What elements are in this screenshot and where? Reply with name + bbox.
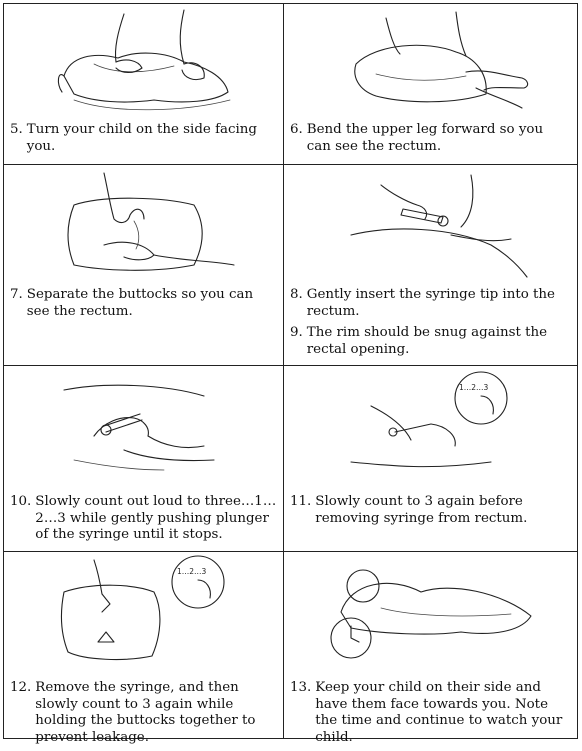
illustration-insert-syringe bbox=[284, 165, 577, 283]
step-list bbox=[10, 287, 277, 325]
step-text: Slowly count to 3 again before removing syringe from rectum. bbox=[315, 494, 528, 526]
illustration-push-plunger bbox=[4, 366, 283, 484]
step-item bbox=[10, 287, 277, 320]
count-label: 1…2…3 bbox=[458, 383, 488, 392]
step-item bbox=[10, 122, 277, 155]
step-list bbox=[290, 287, 571, 363]
step-item bbox=[10, 680, 277, 746]
step-text: Remove the syringe, and then slowly count to 3 again while holding the buttocks together to prevent leakage. bbox=[35, 680, 256, 745]
step-item bbox=[10, 494, 277, 544]
illustration-count-before-removing bbox=[284, 366, 577, 484]
panel-step-10 bbox=[4, 366, 284, 552]
step-text: Gently insert the syringe tip into the rectum. bbox=[306, 287, 555, 319]
step-number: 13. bbox=[290, 680, 312, 695]
step-list bbox=[10, 494, 277, 549]
illustration-bend-leg bbox=[284, 4, 577, 122]
panel-step-8-9 bbox=[284, 165, 578, 366]
step-list bbox=[290, 680, 571, 751]
illustration-separate-buttocks bbox=[4, 165, 283, 283]
step-number: 5. bbox=[10, 122, 23, 137]
instruction-grid bbox=[3, 3, 578, 745]
panel-step-13 bbox=[284, 552, 578, 745]
step-item bbox=[290, 122, 571, 155]
step-text: Slowly count out loud to three…1…2…3 while gently pushing plunger of the syringe until it stops. bbox=[35, 494, 277, 542]
step-text: Keep your child on their side and have them face towards you. Note the time and continue to watch your child. bbox=[315, 680, 563, 745]
step-item bbox=[290, 494, 571, 527]
step-item bbox=[290, 680, 571, 746]
panel-step-7 bbox=[4, 165, 284, 366]
panel-step-11 bbox=[284, 366, 578, 552]
step-number: 9. bbox=[290, 325, 303, 340]
step-number: 8. bbox=[290, 287, 303, 302]
panel-step-5 bbox=[4, 4, 284, 165]
step-number: 7. bbox=[10, 287, 23, 302]
step-list bbox=[10, 122, 277, 160]
panel-step-12 bbox=[4, 552, 284, 745]
step-list bbox=[290, 122, 571, 160]
illustration-hold-buttocks bbox=[4, 552, 283, 670]
step-text: Bend the upper leg forward so you can see the rectum. bbox=[306, 122, 544, 154]
arrow-up-icon bbox=[98, 632, 114, 642]
step-item bbox=[290, 287, 571, 320]
panel-step-6 bbox=[284, 4, 578, 165]
step-list bbox=[10, 680, 277, 751]
speech-bubble-icon bbox=[455, 372, 507, 424]
step-list bbox=[290, 494, 571, 532]
count-label: 1…2…3 bbox=[176, 567, 206, 576]
step-text: Turn your child on the side facing you. bbox=[26, 122, 257, 154]
step-number: 10. bbox=[10, 494, 32, 509]
illustration-watch-child bbox=[284, 552, 577, 670]
arrow-down-icon bbox=[102, 594, 110, 612]
step-item bbox=[290, 325, 571, 358]
step-number: 6. bbox=[290, 122, 303, 137]
step-text: The rim should be snug against the rectal opening. bbox=[306, 325, 548, 357]
step-text: Separate the buttocks so you can see the rectum. bbox=[26, 287, 254, 319]
speech-bubble-icon bbox=[172, 556, 224, 608]
illustration-turn-child bbox=[4, 4, 283, 122]
step-number: 12. bbox=[10, 680, 32, 695]
step-number: 11. bbox=[290, 494, 312, 509]
